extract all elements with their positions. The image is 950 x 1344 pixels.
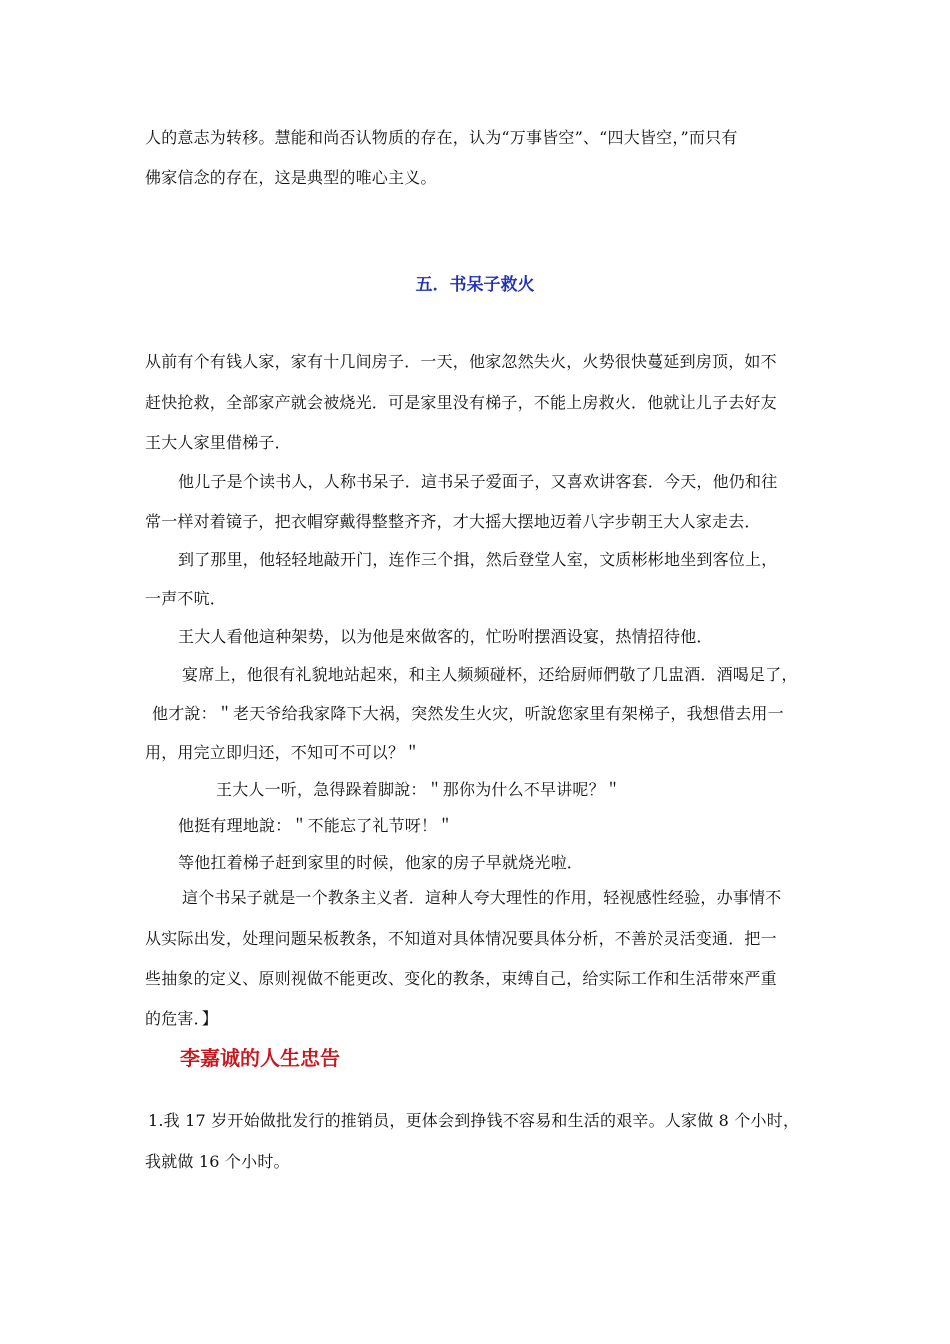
advice-line: 我就做 16 个小时。: [145, 1152, 290, 1171]
intro-paragraph-line: 佛家信念的存在，这是典型的唯心主义。: [145, 168, 437, 187]
story-line: 用，用完立即归还，不知可不可以？＂: [145, 743, 421, 762]
story-line: 赶快抢救，全部家产就会被烧光．可是家里没有梯子，不能上房救火．他就让儿子去好友: [145, 393, 777, 412]
intro-paragraph-line: 人的意志为转移。慧能和尚否认物质的存在，认为“万事皆空”、“四大皆空，”而只有: [145, 128, 738, 147]
section-title-li-ka-shing: 李嘉诚的人生忠告: [180, 1046, 340, 1070]
story-line: 王大人看他這种架势，以为他是來做客的，忙吩咐摆酒设宴，热情招待他．: [178, 627, 713, 646]
story-line: 宴席上，他很有礼貌地站起來，和主人频频碰杯，还给厨师們敬了几盅酒．酒喝足了，: [182, 665, 798, 684]
advice-line: 1.我 17 岁开始做批发行的推销员，更体会到挣钱不容易和生活的艰辛。人家做 8 个小时，: [148, 1111, 800, 1130]
story-line: 他儿子是个读书人，人称书呆子．這书呆子爱面子，又喜欢讲客套．今天，他仍和往: [178, 472, 778, 491]
story-line: 他挺有理地說：＂不能忘了礼节呀！＂: [178, 816, 454, 835]
story-line: 王大人一听，急得跺着脚說：＂那你为什么不早讲呢？＂: [216, 780, 622, 799]
story-line: 等他扛着梯子赶到家里的时候，他家的房子早就烧光啦．: [178, 853, 584, 872]
story-line: 些抽象的定义、原则视做不能更改、变化的教条，束缚自己，给实际工作和生活带來严重: [145, 969, 777, 988]
section-title-bookworm: 五．书呆子救火: [415, 275, 535, 295]
story-line: 从实际出发，处理问题呆板教条，不知道对具体情况要具体分析，不善於灵活变通．把一: [145, 929, 777, 948]
story-line: 到了那里，他轻轻地敲开门，连作三个揖，然后登堂人室，文质彬彬地坐到客位上，: [178, 550, 778, 569]
story-line: 常一样对着镜子，把衣帽穿戴得整整齐齐，才大摇大摆地迈着八字步朝王大人家走去．: [145, 512, 761, 531]
story-line: 他才說：＂老天爷给我家降下大祸，突然发生火灾，听說您家里有架梯子，我想借去用一: [152, 704, 784, 723]
story-line: 這个书呆子就是一个教条主义者．這种人夸大理性的作用，轻视感性经验，办事情不: [182, 888, 782, 907]
story-line: 王大人家里借梯子．: [145, 433, 291, 452]
story-line: 的危害．】: [145, 1009, 219, 1028]
story-line: 一声不吭．: [145, 589, 227, 608]
story-line: 从前有个有钱人家，家有十几间房子．一天，他家忽然失火，火势很快蔓延到房顶，如不: [145, 352, 777, 371]
